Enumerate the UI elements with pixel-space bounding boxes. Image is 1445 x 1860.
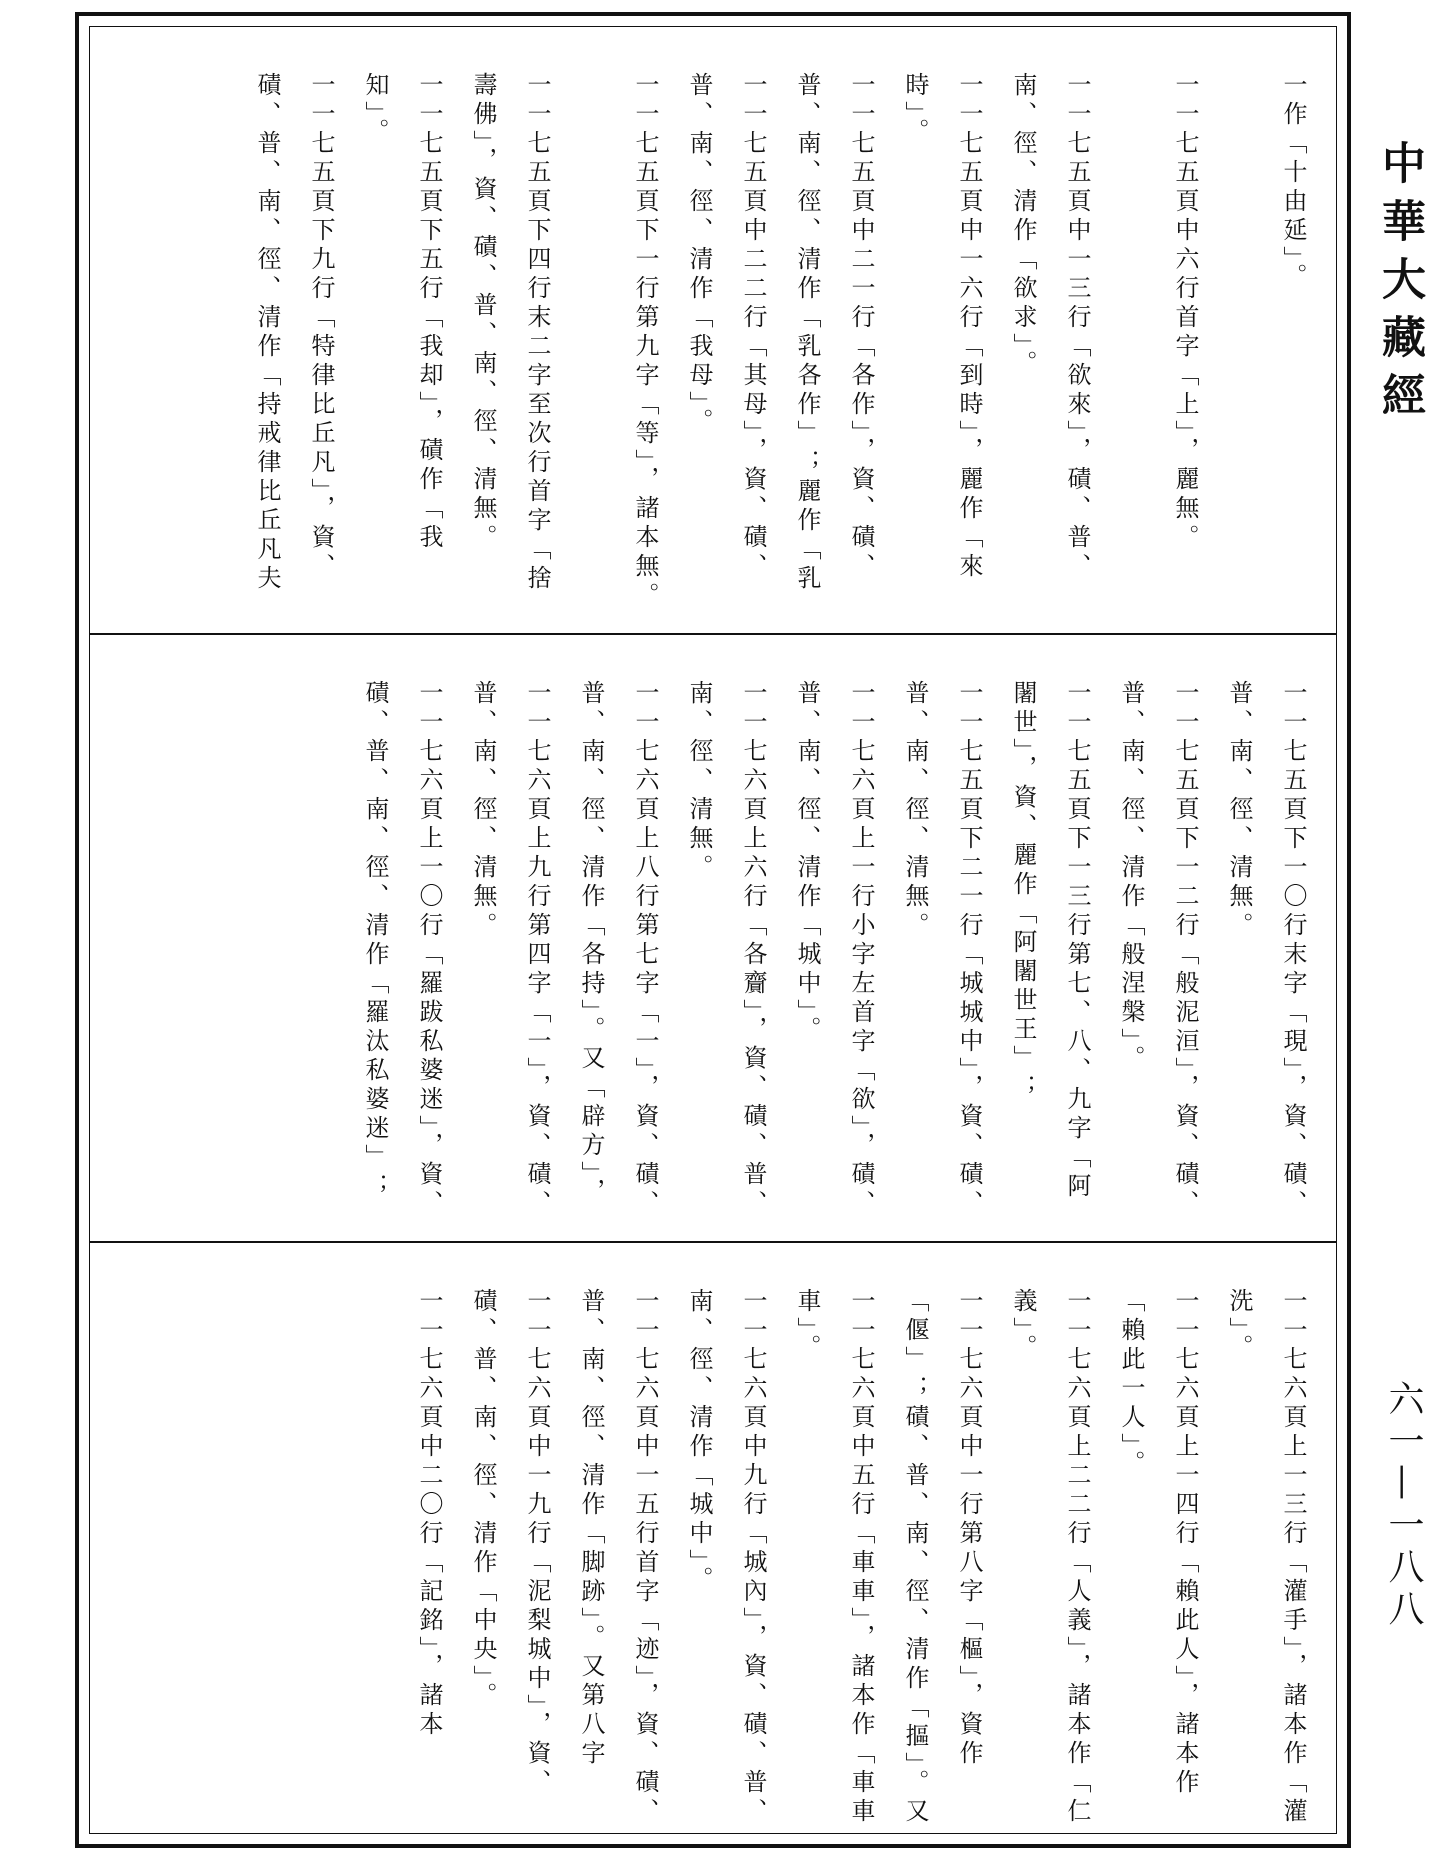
collation-note: 一一七五頁下一行第九字「等」，諸本無。 bbox=[631, 72, 659, 611]
collation-note: 一一七六頁上一三行「灌手」，諸本作「灌洗」。 bbox=[1225, 1288, 1307, 1827]
collation-panel-bottom bbox=[90, 1243, 1336, 1841]
collation-note: 一一七六頁中一九行「泥梨城中」，資、磧、普、南、徑、清作「中央」。 bbox=[469, 1288, 551, 1798]
collation-note: 一一七六頁中一五行首字「迹」，資、磧、普、南、徑、清作「脚跡」。又第八字 bbox=[577, 1288, 659, 1827]
collation-note: 一一七五頁中六行首字「上」，麗無。 bbox=[1171, 72, 1199, 553]
collation-note: 一一七六頁上一四行「賴此人」，諸本作「賴此一人」。 bbox=[1117, 1288, 1199, 1798]
collation-note: 一一七五頁中一六行「到時」，麗作「來時」。 bbox=[901, 72, 983, 582]
page-number: 六一—一八八 bbox=[1383, 1380, 1424, 1632]
collation-note: 一作「十由延」。 bbox=[1279, 72, 1307, 292]
note-columns bbox=[348, 1288, 1320, 1828]
collation-note: 一一七六頁上六行「各齎」，資、磧、普、南、徑、清無。 bbox=[685, 680, 767, 1219]
collation-note: 一一七六頁上一〇行「羅跋私婆迷」，資、磧、普、南、徑、清作「羅汰私婆迷」； bbox=[361, 680, 443, 1219]
collation-note: 一一七五頁下一二行「般泥洹」，資、磧、普、南、徑、清作「般涅槃」。 bbox=[1117, 680, 1199, 1219]
book-title: 中華大藏經 bbox=[1374, 140, 1425, 430]
collation-panel-top bbox=[90, 27, 1336, 635]
collation-note: 一一七六頁上二二行「人義」，諸本作「仁義」。 bbox=[1009, 1288, 1091, 1827]
note-columns bbox=[348, 680, 1320, 1220]
note-columns bbox=[240, 72, 1320, 612]
collation-note: 一一七六頁上八行第七字「一」，資、磧、普、南、徑、清作「各持」。又「辟方」， bbox=[577, 680, 659, 1219]
collation-note: 一一七五頁下二一行「城城中」，資、磧、普、南、徑、清無。 bbox=[901, 680, 983, 1219]
collation-note: 一一七六頁中五行「車車」，諸本作「車車車」。 bbox=[793, 1288, 875, 1827]
collation-note: 一一七六頁中一行第八字「樞」，資作「偃」；磧、普、南、徑、清作「摳」。又 bbox=[901, 1288, 983, 1827]
collation-note: 一一七五頁下四行末二字至次行首字「捨壽佛」，資、磧、普、南、徑、清無。 bbox=[469, 72, 551, 594]
collation-note: 一一七五頁中二一行「各作」，資、磧、普、南、徑、清作「乳各作」；麗作「乳 bbox=[793, 72, 875, 594]
collation-note: 一一七六頁上一行小字左首字「欲」，磧、普、南、徑、清作「城中」。 bbox=[793, 680, 875, 1219]
collation-note: 一一七五頁下五行「我却」，磧作「我知」。 bbox=[361, 72, 443, 553]
page-inner-border bbox=[89, 26, 1337, 1834]
collation-note: 一一七六頁中二〇行「記銘」，諸本 bbox=[415, 1288, 443, 1740]
collation-note: 一一七六頁上九行第四字「一」，資、磧、普、南、徑、清無。 bbox=[469, 680, 551, 1219]
page-frame bbox=[75, 12, 1351, 1848]
collation-note: 一一七五頁下一三行第七、八、九字「阿闍世」，資、麗作「阿闍世王」； bbox=[1009, 680, 1091, 1202]
collation-note: 一一七五頁下九行「特律比丘凡」，資、磧、普、南、徑、清作「持戒律比丘凡夫 bbox=[253, 72, 335, 594]
collation-note: 一一七五頁中二二行「其母」，資、磧、普、南、徑、清作「我母」。 bbox=[685, 72, 767, 582]
collation-note: 一一七五頁下一〇行末字「現」，資、磧、普、南、徑、清無。 bbox=[1225, 680, 1307, 1219]
collation-note: 一一七五頁中一三行「欲來」，磧、普、南、徑、清作「欲求」。 bbox=[1009, 72, 1091, 582]
collation-panel-middle bbox=[90, 635, 1336, 1243]
collation-note: 一一七六頁中九行「城內」，資、磧、普、南、徑、清作「城中」。 bbox=[685, 1288, 767, 1827]
